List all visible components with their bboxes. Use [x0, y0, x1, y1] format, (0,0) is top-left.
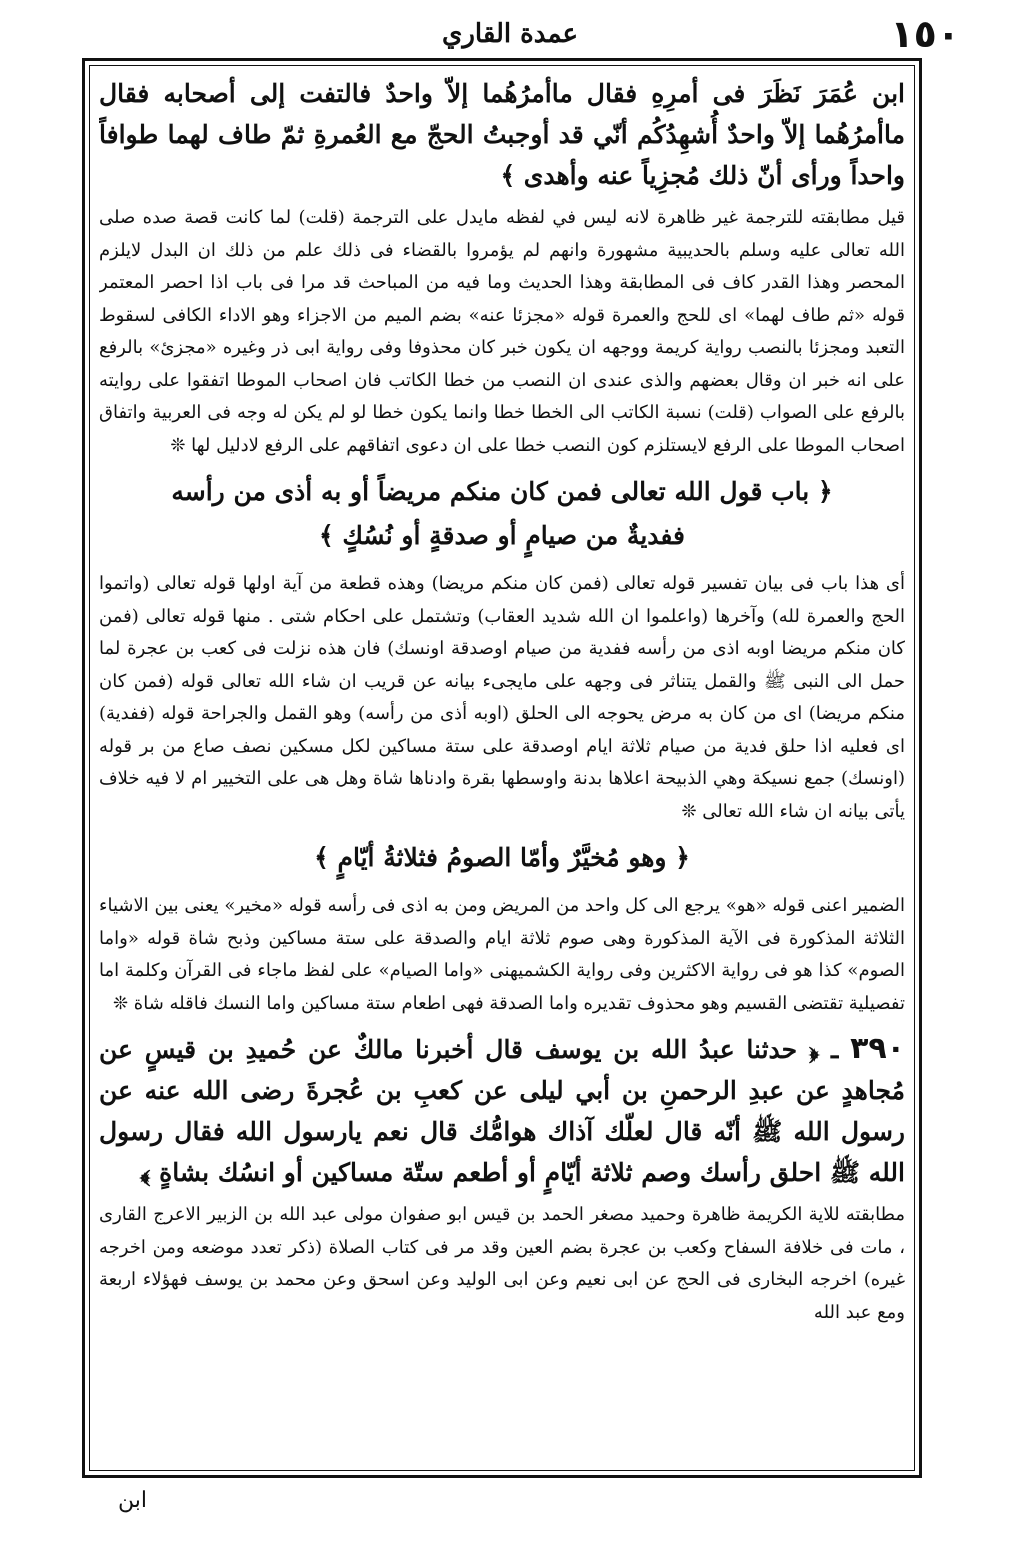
text-body: [99, 73, 905, 1463]
hadith-separator: ـ: [819, 1035, 839, 1064]
page-number: ١٥٠: [890, 12, 960, 56]
chapter-heading-line: ففديةٌ من صيامٍ أو صدقةٍ أو نُسُكٍ ﴾: [318, 521, 685, 550]
commentary-paragraph: مطابقته للاية الكريمة ظاهرة وحميد مصغر الحمد بن قيس ابو صفوان مولى عبد الله بن الزبير الاعرج القارى ، مات فى خلافة السفاح وكعب بن عجرة بضم العين وقد مر فى كتاب الصلاة (ذكر تعدد موضعه ومن اخرجه غيره) اخرجه البخارى فى الحج عن ابى نعيم وعن ابى الوليد وعن اسحق وعن محمد بن يوسف فهؤلاء اربعة ومع عبد الله: [99, 1204, 905, 1323]
chapter-heading-line: ﴿ باب قول الله تعالى فمن كان منكم مريضاً أو به أذى من رأسه: [171, 477, 833, 506]
chapter-heading: [99, 470, 905, 558]
commentary-paragraph: الضمير اعنى قوله «هو» يرجع الى كل واحد من المريض ومن به اذى فى رأسه قوله «مخير» يعنى بين الاشياء الثلاثة المذكورة فى الآية المذكورة وهى صوم ثلاثة ايام والصدقة على ستة مساكين وذبح شاة قوله «واما الصوم» كذا هو فى رواية الاكثرين وفى رواية الكشميهنى «واما الصيام» على لفظ ماجاء فى القرآن وكلمة اما تفصيلية تقتضى القسيم وهو محذوف تقديره واما الصدقة فهى اطعام ستة مساكين واما النسك فاقله شاة ❊: [99, 895, 905, 1014]
hadith-continuation: ابن عُمَرَ نَظَرَ فى أمرِهِ فقال ماأمرُهُما إلاّ واحدٌ فالتفت إلى أصحابه فقال ماأمرُهُما إلاّ واحدٌ أُشهِدُكُم أنّي قد أوجبتُ الحجّ مع العُمرةِ ثمّ طاف لهما طوافاً واحداً ورأى أنّ ذلك مُجزِياً عنه وأهدى ﴾: [99, 79, 905, 190]
hadith-text: [99, 1028, 905, 1193]
hadith-body: ﴿ حدثنا عبدُ الله بن يوسف قال أخبرنا مالكٌ عن حُميدِ بن قيسٍ عن مُجاهدٍ عن عبدِ الرحمنِ بن أبي ليلى عن كعبِ بن عُجرةَ رضى الله عنه عن رسول الله ﷺ أنّه قال لعلّك آذاك هوامُّك قال نعم يارسول الله فقال رسول الله ﷺ احلق رأسك وصم ثلاثة أيّامٍ أو أطعم ستّة مساكين أو انسُك بشاةٍ ﴾: [99, 1035, 905, 1187]
hadith-number: ٣٩٠: [850, 1031, 905, 1066]
commentary-paragraph: أى هذا باب فى بيان تفسير قوله تعالى (فمن كان منكم مريضا) وهذه قطعة من آية اولها قوله تعالى (واتموا الحج والعمرة لله) وآخرها (واعلموا ان الله شديد العقاب) وتشتمل على احكام شتى . منها قوله تعالى (فمن كان منكم مريضا اوبه اذى من رأسه ففدية من صيام اوصدقة اونسك) فان هذه نزلت فى كعب بن عجرة لما حمل الى النبى ﷺ والقمل يتناثر فى وجهه على مايجىء بيانه عن قريب ان شاء الله تعالى قوله (فمن كان منكم مريضا) اى من كان به مرض يحوجه الى الحلق (اوبه أذى من رأسه) وهو القمل والجراحة قوله (ففدية) اى فعليه اذا حلق فدية من صيام ثلاثة ايام اوصدقة على ستة مساكين لكل مسكين نصف صاع من بر قوله (اونسك) جمع نسيكة وهي الذبيحة اعلاها بدنة واوسطها بقرة وادناها شاة وهل هى على التخيير ام لا فيه خلاف يأتى بيانه ان شاء الله تعالى ❊: [99, 573, 905, 822]
chapter-heading: [99, 836, 905, 880]
page-frame: [82, 58, 922, 1478]
catchword: ابن: [118, 1488, 147, 1513]
chapter-heading-line: ﴿ وهو مُخيَّرٌ وأمّا الصومُ فثلاثةُ أيّامٍ ﴾: [314, 843, 690, 872]
commentary-paragraph: قيل مطابقته للترجمة غير ظاهرة لانه ليس في لفظه مايدل على الترجمة (قلت) لما كانت قصة صده صلى الله تعالى عليه وسلم بالحديبية مشهورة وانهم لم يؤمروا بالقضاء فى ذلك علم من ذلك ان البدل لايلزم المحصر وهذا القدر كاف فى المطابقة وهذا الحديث وما فيه من المباحث قد مرا فى باب اذا احصر المعتمر قوله «ثم طاف لهما» اى للحج والعمرة قوله «مجزئا عنه» بضم الميم من الاجزاء وهو الاداء الكافى لسقوط التعبد ومجزئا بالنصب رواية كريمة ووجهه ان يكون خبر كان محذوفا وفى رواية ابى ذر وغيره «مجزئ» بالرفع على انه خبر ان وقال بعضهم والذى عندى ان النصب من خطا الكاتب فان اصحاب الموطا اتفقوا على روايته بالرفع على الصواب (قلت) نسبة الكاتب الى الخطا خطا وانما يكون خطا لو لم يكن له وجه فى العربية واتفاق اصحاب الموطا على الرفع لايستلزم كون النصب خطا على ان دعوى اتفاقهم على الرفع لادليل لها ❊: [99, 207, 905, 456]
running-title: عمدة القاري: [442, 19, 578, 49]
page-header: [60, 12, 960, 56]
